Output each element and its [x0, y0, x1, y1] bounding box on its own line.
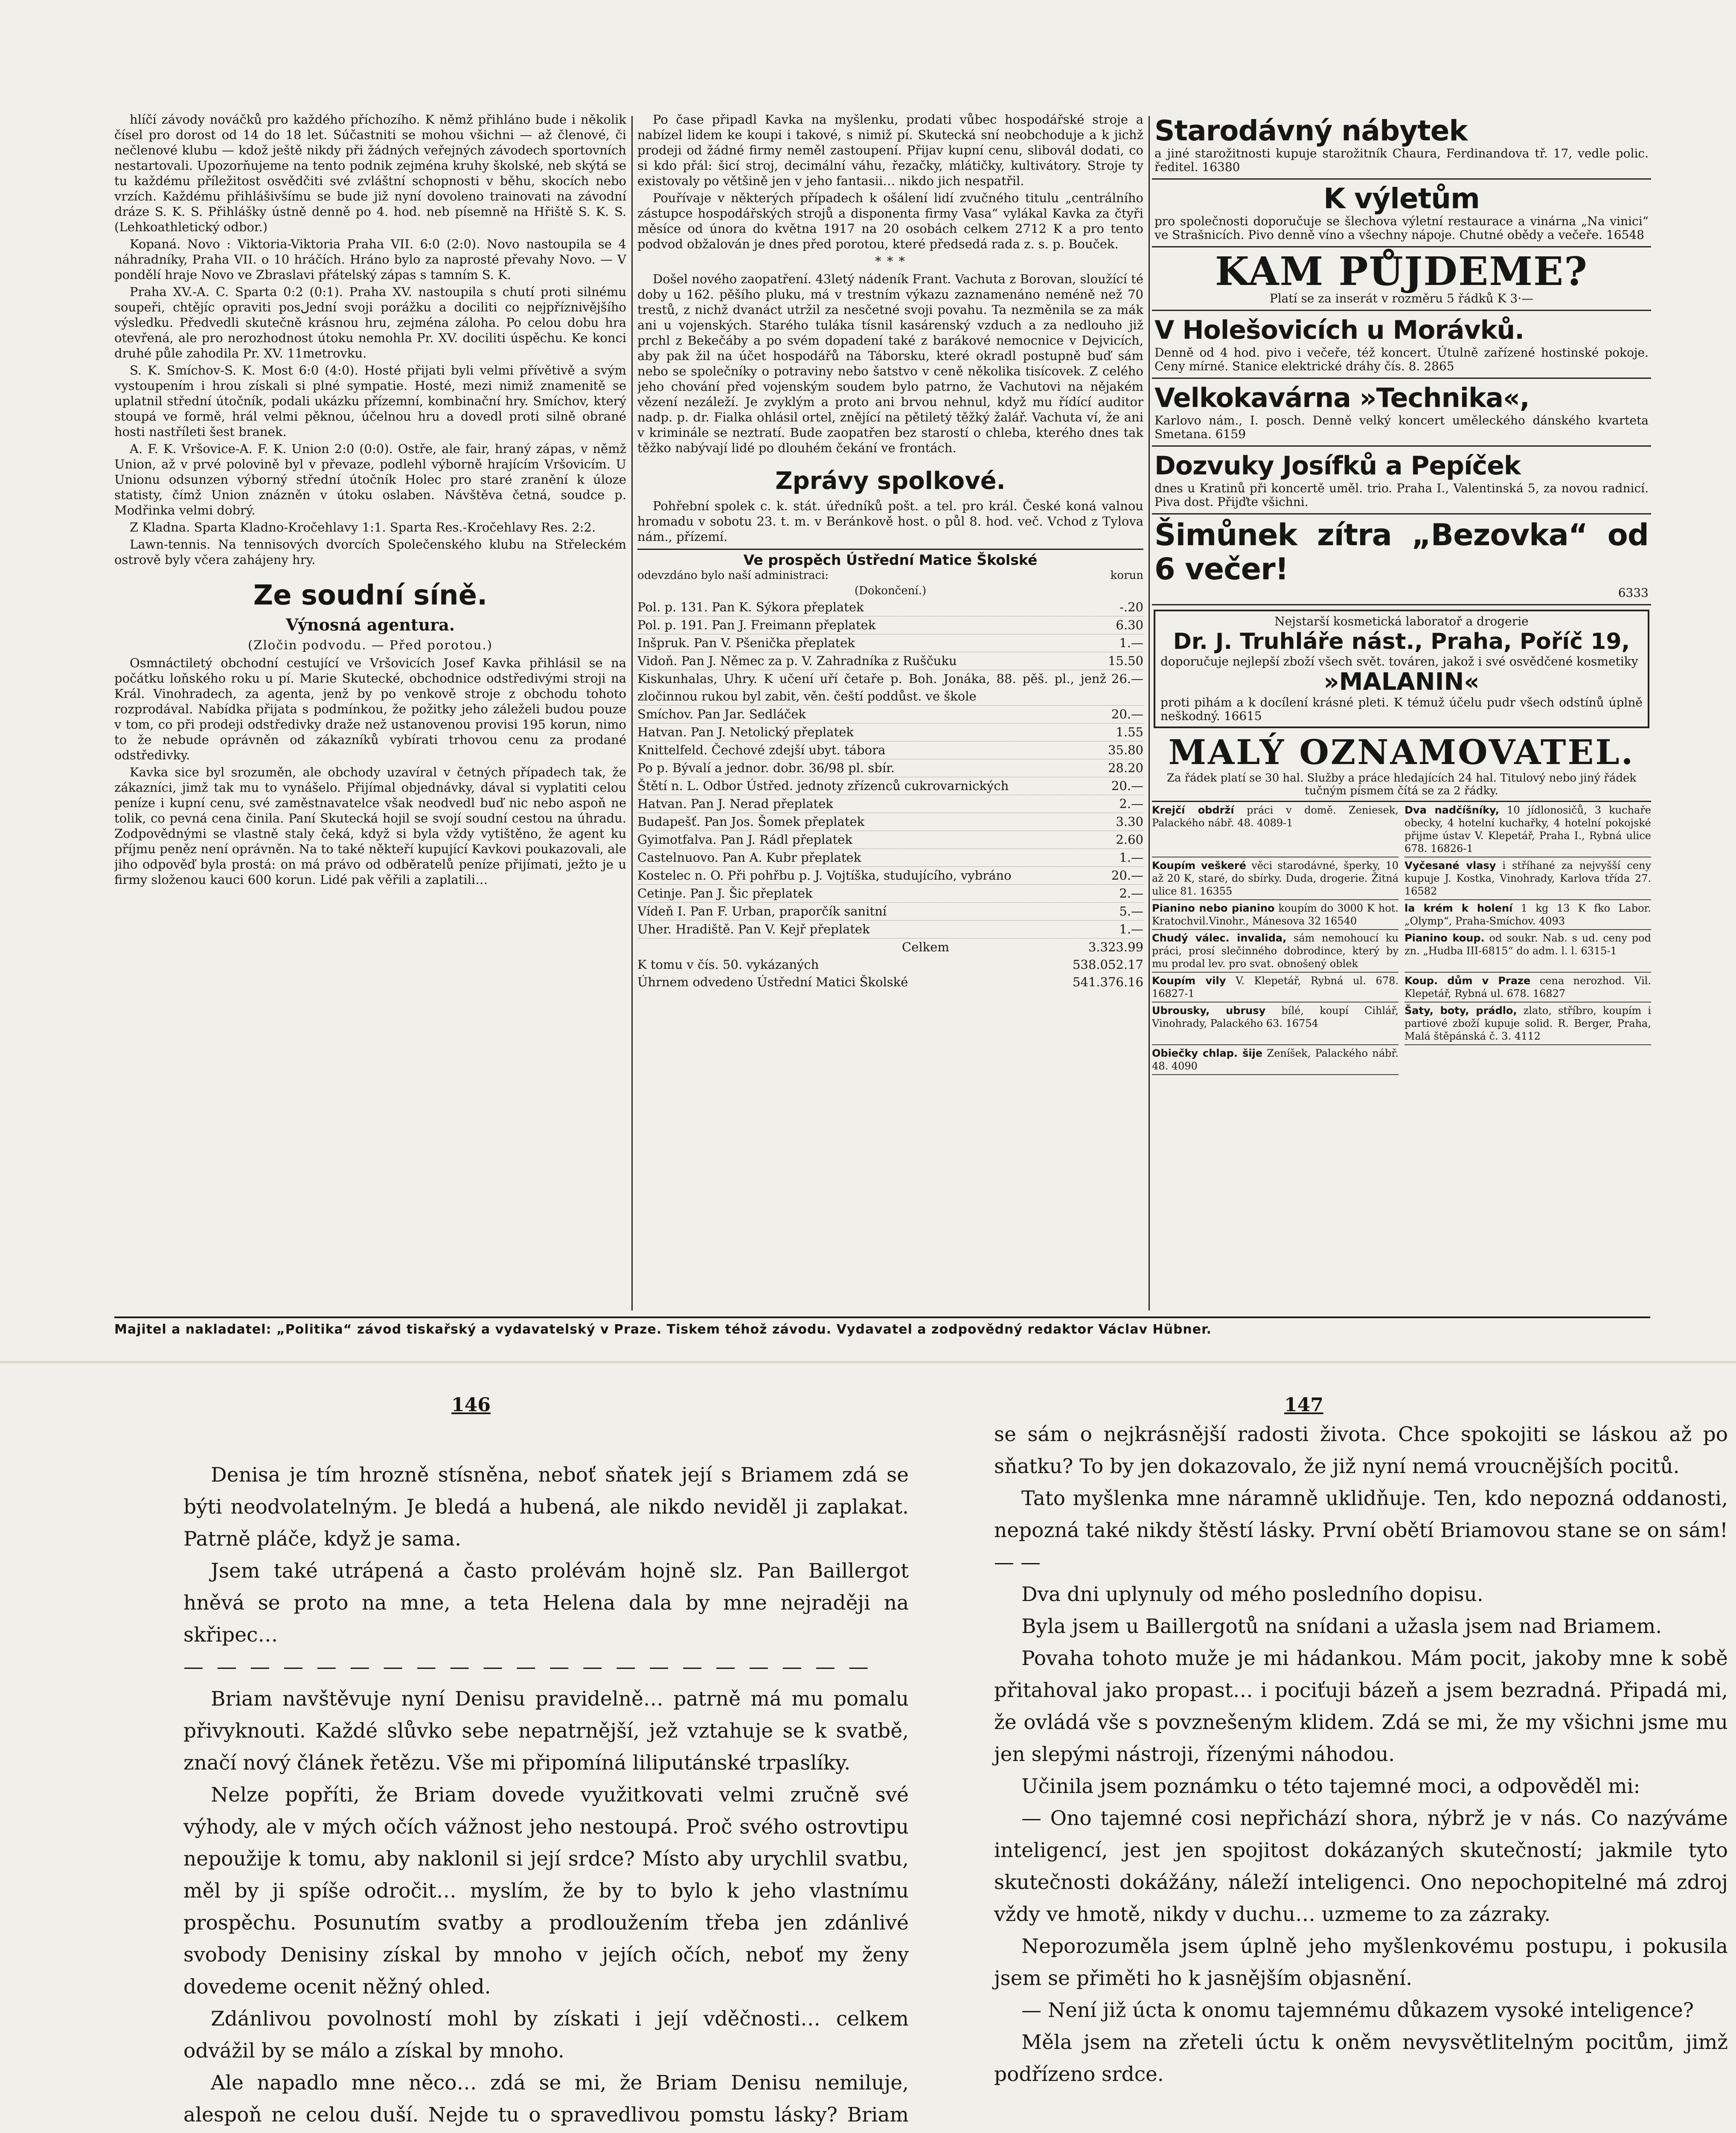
ad-title: Dozvuky Josífků a Pepíček: [1154, 451, 1521, 481]
donation-text: Smíchov. Pan Jar. Sedláček: [637, 707, 806, 721]
donation-amount: 2.—: [1119, 886, 1143, 901]
classified-text: cena nerozhod. Vil. Klepetář, Rybná ul. 678. 16827: [1405, 975, 1651, 1000]
donation-text: Vídeň I. Pan F. Urban, praporčík sanitní: [637, 904, 887, 918]
classified-ad: [1152, 857, 1399, 900]
novel-paragraph: — Ono tajemné cosi nepřichází shora, nýbrž je v nás. Co nazýváme inteligencí, jest jen spojitost dokázaných skutečností; jakmile tyto skutečnosti dokážány, náleží inteligenci. Ono nepochopitelné má zdroj vždy ve hmotě, nikdy v duchu… uzmeme to za zázraky.: [994, 1807, 1728, 1926]
classified-ad: [1405, 802, 1651, 857]
classified-label: Chudý válec. invalida,: [1152, 932, 1287, 944]
donation-row: [637, 706, 1143, 724]
donation-amount: 20.—: [1111, 868, 1143, 883]
novel-paragraph: Ale napadlo mne něco… zdá se mi, že Briam Denisu nemiluje, alespoň ne celou duší. Nejde tu o spravedlivou pomstu lásky? Briam: [183, 2071, 909, 2127]
donation-text: Vidoň. Pan J. Němec za p. V. Zahradníka z Ruščuku: [637, 654, 957, 668]
classified-label: la krém k holení: [1405, 902, 1513, 914]
donation-text: Kostelec n. O. Při pohřbu p. J. Vojtíška, studujícího, vybráno: [637, 868, 1012, 883]
sports-paragraph: hlíčí závody nováčků pro každého příchozího. K němž přihláno bude i několik čísel pro dorost od 14 do 18 let. Súčastniti se mohou všichni — až členové, či nečlenové klubu — kdož ještě nikdy při žádných veřejných závodech sportovních nestartovali. Upozorňujeme na tento podnik zejména kruhy školské, neb skýtá se tu každému příležitost osvědčiti své zvláštní schopnosti v běhu, skocích nebo vrzích. Každému přihlášivšímu se bude již nyní dovoleno trainovati na závodní dráze S. K. S. Přihlášky ústně denně po 4. hod. neb písemně na Hřiště S. K. S. (Lehkoathletický odbor.): [114, 112, 626, 234]
classified-label: Obiečky chlap. šije: [1152, 1047, 1263, 1059]
small-ads-grid: [1152, 802, 1651, 1075]
donation-text: Uher. Hradiště. Pan V. Kejř přeplatek: [637, 922, 870, 936]
donation-text: Kiskunhalas, Uhry. K učení uří četaře p. Boh. Jonáka, 88. pěš. pl., jenž zločinnou rukou byl zabit, věn. čeští poddůst. ve škole: [637, 671, 1106, 703]
classified-text: 10 jídlonosičů, 3 kuchaře obecky, 4 hotelní kuchařky, 4 hotelní pokojské přijme ústav V. Klepetář, Praha I., Rybná ulice 678. 16826-1: [1405, 804, 1651, 854]
classified-ad: [1405, 1003, 1651, 1045]
novel-paragraph: se sám o nejkrásnější radosti života. Chce spokojiti se láskou až po sňatku? To by jen dokazovalo, že již nyní nemá vroucnějších pocitů.: [994, 1423, 1728, 1478]
ad-body: 6333: [1618, 586, 1649, 600]
ad-dozvuky: [1152, 447, 1651, 514]
donation-row: [637, 849, 1143, 867]
novel-paragraph: Učinila jsem poznámku o této tajemné moci, a odpověděl mi:: [1021, 1775, 1640, 1798]
classified-text: Zeníšek, Palackého nábř. 48. 4090: [1152, 1047, 1399, 1072]
donation-row: [637, 652, 1143, 670]
classified-ad: [1152, 900, 1399, 930]
cosmetic-product: »MALANIN«: [1323, 668, 1480, 696]
classified-label: Dva nadčíšníky,: [1405, 804, 1499, 816]
donation-row: [637, 759, 1143, 777]
classified-text: sám nemohoucí ku práci, prosí slečinného dobrodince, který by mu prodal lev. pro svat. obnošený oblek: [1152, 932, 1399, 970]
classified-label: Koupím vily: [1152, 975, 1226, 987]
sports-paragraph: S. K. Smíchov-S. K. Most 6:0 (4:0). Hosté přijati byli velmi přívětivě a svým vystoupením i hrou získali si plné sympatie. Hosté, mezi nimiž znamenitě se uplatnil střední útočník, podali ukázku přízemní, kombinační hry. Smíchov, který stoupá ve formě, hrál velmi pěknou, účelnou hru a dovedl proti silně obrané hosti nastříleti šest branek.: [114, 363, 626, 439]
sports-paragraph: Praha XV.-A. C. Sparta 0:2 (0:1). Praha XV. nastoupila s chutí proti silnému soupeři, chtějíc opraviti posلední svoji porážku a dociliti co nejpříznivějšího výsledku. Předvedli skutečně krásnou hru, zejména záloha. Po celou dobu hra otevřená, ale pro nerozhodnost útoku nemohla Pr. XV. dociliti úspěchu. Ke konci druhé půle zahodila Pr. XV. 11metrovku.: [114, 285, 626, 360]
donation-text: Budapešť. Pan Jos. Šomek přeplatek: [637, 814, 865, 829]
classified-ad: [1152, 1045, 1399, 1075]
ad-title: V Holešovicích u Morávků.: [1154, 315, 1524, 345]
court-paragraph: Došel nového zaopatření. 43letý nádeník Frant. Vachuta z Borovan, sloužící té doby u 162. pěšího pluku, má v trestním výkazu zaznamenáno neméně než 70 trestů, z nichž dvanáct utržil za nesčetné svoji povahu. Ta nezměnila se za mák ani u vojenských. Starého tuláka tísnil kasárenský vzduch a za nedlouho již prchl z Bekečáby a po svém dopadení také z barákové nemocnice v Dejvicích, aby pak žil na účet hospodářů na Táborsku, které okradl postupně buď sám nebo se společníky o potraviny nebo šatstvo v ceně několika tisícovek. Z celého jeho chování před vojenským soudem bylo patrno, že Vachutovi na nějakém vězení nezáleží. Je zvyklým a proto ani brvou nehnul, když mu řídící auditor nadp. p. dr. Fialka ohlásil ortel, znějící na pětiletý těžký žalář. Vachuta ví, že ani v kriminále se neztratí. Bude zaopatřen bez starostí o chleba, kterého dnes tak těžko nabývají lidé po dlouhém čekání ve frontách.: [637, 272, 1143, 455]
novel-paragraph: Tato myšlenka mne náramně uklidňuje. Ten, kdo nepozná oddanosti, nepozná také nikdy štěstí lásky. První obětí Briamovou stane se on sám! — —: [994, 1487, 1728, 1574]
donations-prev: 538.052.17: [1072, 957, 1143, 972]
ad-simunek: [1152, 514, 1651, 605]
donations-grand-row: [637, 974, 1143, 991]
classified-text: zlato, stříbro, koupím i partiové zboží kupuje solid. R. Berger, Praha, Malá štěpánská č. 3. 4112: [1405, 1005, 1651, 1042]
novel-paragraph: — Není již úcta k onomu tajemnému důkazem vysoké inteligence?: [1021, 1999, 1694, 2022]
donation-row: [637, 724, 1143, 741]
novel-paragraph: Jsem také utrápená a často prolévám hojně slz. Pan Baillergot hněvá se proto na mne, a teta Helena dala by mne nejraději na skřipec…: [183, 1559, 909, 1647]
ad-body: Karlovo nám., I. posch. Denně velký koncert uměleckého dánského kvarteta Smetana. 6159: [1154, 413, 1649, 441]
donation-amount: 20.—: [1111, 779, 1143, 793]
court-heading: Ze soudní síně.: [253, 580, 488, 611]
classified-ad: [1152, 930, 1399, 973]
court-paragraph: Kavka sice byl srozuměn, ale obchody uzavíral v četných případech tak, že zákazníci, jimž tak mu to vynášelo. Přijímal objednávky, dával si vyplatiti celou peníze i kupní cenu, své zaměstnavatelce však neodvedl buď nic nebo aspoň ne tolik, co pevná cena činila. Paní Skutecká hojil se svojí soudní cestou na úhradu. Zodpovědnými se vlastně staly čeká, když si byla vždy vytištěno, že agent ku příjmu peněz není oprávněn. Na to také někteří kupující Kavkovi poukazovali, ale jiho odpověď byla prostá: on má právo od odběratelů peníze přijímati, ježto je u firmy složenou kauci 600 korun. Lidé pak věřili a zaplatili…: [114, 765, 626, 887]
small-ads: [1152, 732, 1651, 1075]
ad-title: Starodávný nábytek: [1154, 114, 1468, 147]
donation-row: [637, 903, 1143, 921]
donation-text: Knittelfeld. Čechové zdejší ubyt. tábora: [637, 743, 886, 757]
small-ads-sub: Za řádek platí se 30 hal. Služby a práce hledajících 24 hal. Titulový nebo jiný řádek tučným písmem čítá se za 2 řádky.: [1152, 772, 1651, 802]
classified-text: koupím do 3000 K hot. Kratochvil.Vinohr., Mánesova 32 16540: [1152, 902, 1399, 927]
sports-paragraph: Z Kladna. Sparta Kladno-Kročehlavy 1:1. Sparta Res.-Kročehlavy Res. 2:2.: [130, 520, 596, 535]
ad-title: K výletům: [1323, 182, 1480, 215]
novel-paragraph: Briam navštěvuje nyní Denisu pravidelně… patrně má mu pomalu přivyknouti. Každé slůvko sebe nepatrnější, jež vztahuje se k svatbě, značí nový článek řetězu. Vše mi připomíná liliputánské trpaslíky.: [183, 1687, 909, 1775]
classified-ad: [1405, 900, 1651, 930]
donations-prev-label: K tomu v čís. 50. vykázaných: [637, 957, 819, 972]
novel-separator: — — — — — — — — — — — — — — — — — — — — —: [183, 1655, 872, 1679]
donation-row: [637, 867, 1143, 885]
ad-body: pro společnosti doporučuje se šlechova výletní restaurace a vinárna „Na vinici“ ve Strašnicích. Pivo denně víno a všechny nápoje. Chutné obědy a večeře. 16548: [1154, 214, 1649, 242]
left-page-number: 146: [451, 1394, 491, 1416]
classified-ad: [1405, 930, 1651, 973]
small-ads-heading: MALÝ OZNAMOVATEL.: [1168, 732, 1635, 772]
novel-paragraph: Zdánlivou povolností mohl by získati i její vděčnosti… celkem odvážil by se málo a získal by mnoho.: [183, 2007, 909, 2063]
column-ads: [1152, 112, 1651, 1314]
donation-amount: 35.80: [1108, 743, 1143, 757]
ad-technika: [1152, 379, 1651, 447]
ad-title: Velkokavárna »Technika«,: [1154, 382, 1530, 413]
sports-paragraph: Kopaná. Novo : Viktoria-Viktoria Praha VII. 6:0 (2:0). Novo nastoupila se 4 náhradníky, Praha VII. o 10 hráčích. Hráno bylo za naprosté převahy Novo. — V pondělí hraje Novo ve Zbraslavi přátelský zápas s tamním S. K.: [114, 237, 626, 282]
novel-paragraph: Denisa je tím hrozně stísněna, neboť sňatek její s Briamem zdá se býti neodvolatelným. Je bledá a hubená, ale nikdo neviděl ji zaplakat. Patrně pláče, když je sama.: [183, 1463, 909, 1551]
novel-paragraph: Neporozuměla jsem úplně jeho myšlenkovému postupu, i pokusila jsem se přiměti ho k jasnějším objasnění.: [994, 1935, 1728, 1990]
cosmetic-line1: Nejstarší kosmetická laboratoř a drogerie: [1274, 614, 1529, 628]
ad-body: Platí se za inserát v rozměru 5 řádků K 3·—: [1269, 291, 1534, 305]
court-subtitle: (Zločin podvodu. — Před porotou.): [248, 638, 493, 652]
imprint-footer: Majitel a nakladatel: „Politika“ závod tiskařský a vydavatelský v Praze. Tiskem téhož závodu. Vydavatel a zodpovědný redaktor Václav Hübner.: [114, 1322, 1212, 1337]
novel-right-page: [994, 1418, 1728, 2133]
donation-amount: 6.30: [1116, 618, 1143, 632]
classified-label: Krejčí obdrží: [1152, 804, 1234, 816]
donation-row: [637, 885, 1143, 903]
right-page-number: 147: [1284, 1394, 1323, 1416]
donations-list: [637, 549, 1143, 991]
donation-text: Po p. Bývalí a jednor. dobr. 36/98 pl. sbír.: [637, 761, 895, 775]
novel-paragraph: Povaha tohoto muže je mi hádankou. Mám pocit, jakoby mne k sobě přitahoval jako propast… i pociťuji bázeň a jsem bezradná. Připadá mi, že ovládá vše s povznešeným klidem. Zdá se mi, že my všichni jsme mu jen slepými nástroji, řízenými náhodou.: [994, 1647, 1728, 1766]
ad-holesovice: [1152, 311, 1651, 379]
associations-heading: Zprávy spolkové.: [775, 467, 1006, 495]
ad-title: Šimůnek zítra „Bezovka“ od 6 večer!: [1154, 517, 1649, 587]
sports-paragraph: A. F. K. Vršovice-A. F. K. Union 2:0 (0:0). Ostře, ale fair, hraný zápas, v němž Union, až v prvé polovině byl v převaze, podlehl výborně hrajícím Vršovicím. U Unionu odsunzen výborný střední útočník Holec pro staré zranění k úloze statisty, čímž Union znázněn v útoku oslaben. Návštěva četná, soudce p. Modřinka velmi dobrý.: [114, 442, 626, 517]
donation-row: [637, 831, 1143, 849]
donation-amount: 2.60: [1116, 832, 1143, 847]
donation-row: [637, 599, 1143, 616]
column-sports-court: [114, 112, 626, 1314]
classified-label: Koup. dům v Praze: [1405, 975, 1531, 987]
donations-prev-row: [637, 956, 1143, 974]
donation-row: [637, 777, 1143, 795]
novel-paragraph: Dva dni uplynuly od mého posledního dopisu.: [1021, 1583, 1483, 1606]
donation-row: [637, 634, 1143, 652]
donation-row: [637, 795, 1143, 813]
donations-total-label: Celkem: [902, 940, 949, 954]
donation-text: Gyimotfalva. Pan J. Rádl přeplatek: [637, 832, 853, 847]
ad-body: a jiné starožitnosti kupuje starožitník Chaura, Ferdinandova tř. 17, vedle polic. ředitel. 16380: [1154, 146, 1649, 174]
cosmetic-line2: doporučuje nejlepší zboží všech svět. továren, jakož i své osvědčené kosmetiky: [1160, 654, 1638, 668]
classified-ad: [1405, 857, 1651, 900]
donations-total-row: [637, 939, 1143, 956]
classified-label: Vyčesané vlasy: [1405, 860, 1496, 872]
donations-sub-right: korun: [1110, 569, 1143, 582]
classified-text: i stříhané za nejvyšší ceny kupuje J. Kostka, Vinohrady, Karlova třída 27. 16582: [1405, 860, 1651, 897]
donation-row: [637, 616, 1143, 634]
donations-rows: [637, 599, 1143, 939]
donations-continued: (Dokončení.): [854, 584, 927, 597]
classified-label: Koupím veškeré: [1152, 860, 1247, 872]
court-paragraph: Pouřívaje v některých případech k ošálení lidí zvučného titulu „centrálního zástupce hospodářských strojů a disponenta firmy Vasa“ vylákal Kavka za čtyři měsíce od února do května 1917 na 20 osobách celkem 2712 K a pro tento podvod obžalován je dnes před porotou, které předsedá rada z. s. p. Bouček.: [637, 191, 1143, 251]
court-title: Výnosná agentura.: [286, 615, 455, 634]
donation-amount: -.20: [1120, 600, 1143, 614]
donation-row: [637, 670, 1143, 706]
donation-amount: 20.—: [1111, 707, 1143, 721]
donation-amount: 28.20: [1108, 761, 1143, 775]
classified-ad: [1152, 973, 1399, 1003]
donation-row: [637, 921, 1143, 939]
ad-cosmetic: [1154, 610, 1649, 728]
donation-amount: 1.—: [1119, 922, 1143, 936]
column-court-donations: [637, 112, 1143, 1314]
classified-ad: [1405, 973, 1651, 1003]
donation-amount: 1.55: [1116, 725, 1143, 739]
novel-paragraph: Byla jsem u Baillergotů na snídani a užasla jsem nad Briamem.: [1021, 1615, 1662, 1638]
classified-label: Ubrousky, ubrusy: [1152, 1005, 1266, 1017]
donation-text: Pol. p. 131. Pan K. Sýkora přeplatek: [637, 600, 864, 614]
donation-text: Štětí n. L. Odbor Ústřed. jednoty zřízenců cukrovarnických: [637, 779, 1009, 793]
donation-amount: 26.—: [1111, 671, 1143, 686]
donation-text: Hatvan. Pan J. Nerad přeplatek: [637, 796, 833, 811]
column-rule: [631, 116, 633, 1311]
donations-title: Ve prospěch Ústřední Matice Školské: [743, 552, 1038, 568]
donation-amount: 3.30: [1116, 814, 1143, 829]
column-rule: [1149, 116, 1150, 1311]
donation-amount: 15.50: [1108, 654, 1143, 668]
classified-text: bílé, koupí Cihlář, Vinohrady, Palackého 63. 16754: [1152, 1005, 1399, 1029]
classified-text: věci starodávné, šperky, 10 až 20 K, staré, do sbírky. Duda, drogerie. Žitná ulice 81. 16355: [1152, 860, 1399, 897]
donation-text: Inšpruk. Pan V. Pšenička přeplatek: [637, 636, 855, 650]
donation-text: Cetinje. Pan J. Šic přeplatek: [637, 886, 813, 901]
cosmetic-line3: proti pihám a k docílení krásné pleti. K témuž účelu pudr všech odstínů úplně neškodný. 16615: [1160, 695, 1643, 723]
classified-text: od soukr. Nab. s ud. ceny pod zn. „Hudba III-6815“ do adm. l. l. 6315-1: [1405, 932, 1651, 957]
ad-k-vyletum: [1152, 180, 1651, 247]
donations-sub-left: odevzdáno bylo naší administraci:: [637, 569, 829, 582]
donation-amount: 5.—: [1119, 904, 1143, 918]
classified-label: Šaty, boty, prádlo,: [1405, 1005, 1517, 1017]
novel-paragraph: Měla jsem na zřeteli úctu k oněm nevysvětlitelným pocitům, jimž podřízeno srdce.: [994, 2031, 1728, 2086]
donation-text: Pol. p. 191. Pan J. Freimann přeplatek: [637, 618, 876, 632]
court-paragraph: Osmnáctiletý obchodní cestující ve Vršovicích Josef Kavka přihlásil se na počátku loňského roku u pí. Marie Skutecké, obchodnice odstředivými stroji na Král. Vinohradech, za agenta, jenž by po venkově stroje z obchodu tohoto rozprodával. Nabídka přijata s podmínkou, že požitky jeho záleželi budou pouze v tom, co při prodeji odstředivky draže než ustanovenou provisi 195 korun, nimo to že nebude oprávněn od zákazníků vybírati trhovou cenu za prodané odstředivky.: [114, 656, 626, 762]
donation-text: Castelnuovo. Pan A. Kubr přeplatek: [637, 850, 861, 865]
donation-row: [637, 741, 1143, 759]
classified-label: Pianino nebo pianino: [1152, 902, 1275, 914]
sports-paragraph: Lawn-tennis. Na tennisových dvorcích Společenského klubu na Střeleckém ostrově byly včera zahájeny hry.: [114, 537, 626, 567]
donation-amount: 2.—: [1119, 796, 1143, 811]
novel-left-page: [183, 1459, 909, 2133]
ad-starodavny-nabytek: [1152, 112, 1651, 180]
donation-row: [637, 813, 1143, 831]
donations-total: 3.323.99: [1088, 940, 1143, 954]
classified-text: práci v domě. Zeniesek, Palackého nábř. 48. 4089-1: [1152, 804, 1399, 829]
classified-text: V. Klepetář, Rybná ul. 678. 16827-1: [1152, 975, 1399, 1000]
classified-ad: [1152, 1003, 1399, 1045]
court-paragraph: Po čase připadl Kavka na myšlenku, prodati vůbec hospodářské stroje a nabízel lidem ke koupi i takové, s nimiž pí. Skutecká sní neobchoduje a k jichž prodeji od žádné firmy neměl zastoupení. Přijav kupní cenu, slibovál dodati, co si kdo přál: šicí stroj, decimální váhu, řezačky, mlátičky, kultivátory. Stroje ty existovaly po většině jen v jeho fantasii… nikdo jich nespatřil.: [637, 112, 1143, 188]
ad-kam-pujdeme: [1152, 247, 1651, 311]
donations-grand-label: Úhrnem odvedeno Ústřední Matici Školské: [637, 975, 908, 989]
ad-body: dnes u Kratinů při koncertě uměl. trio. Praha I., Valentinská 5, za novou radnicí. Piva dost. Přijďte všichni.: [1154, 481, 1649, 509]
footer-rule: [114, 1316, 1650, 1318]
classified-ad: [1152, 802, 1399, 857]
donations-subheader: [637, 568, 1143, 583]
classified-text: 1 kg 13 K fko Labor. „Olymp“, Praha-Smíchov. 4093: [1405, 902, 1651, 927]
ad-body: Denně od 4 hod. pivo i večeře, též koncert. Útulně zařízené hostinské pokoje. Ceny mírné. Stanice elektrické dráhy čís. 8. 2865: [1154, 346, 1649, 373]
ad-title: KAM PŮJDEME?: [1215, 248, 1588, 294]
classified-label: Pianino koup.: [1405, 932, 1485, 944]
associations-text: Pohřební spolek c. k. stát. úředníků pošt. a tel. pro král. České koná valnou hromadu v sobotu 23. t. m. v Beránkově host. o půl 8. hod. več. Vchod z Tylova nám., přízemí.: [637, 499, 1143, 544]
donation-text: Hatvan. Pan J. Netolický přeplatek: [637, 725, 854, 739]
scan-strip: [0, 1361, 1736, 1363]
donations-grand: 541.376.16: [1072, 975, 1143, 989]
donation-amount: 1.—: [1119, 636, 1143, 650]
section-stars: * * *: [875, 254, 906, 268]
novel-paragraph: Nelze popříti, že Briam dovede využitkovati velmi zručně své výhody, ale v mých očích vážnost jeho nestoupá. Proč svého ostrovtipu nepoužije k tomu, aby naklonil si její srdce? Místo aby urychlil svatbu, měl by ji spíše odročit… myslím, že by to bylo k jeho vlastnímu prospěchu. Posunutím svatby a prodloužením třeba jen zdánlivé svobody Denisiny získal by mnoho v jejích očích, neboť my ženy dovedeme ocenit něžný ohled.: [183, 1783, 909, 1999]
donation-amount: 1.—: [1119, 850, 1143, 865]
cosmetic-name: Dr. J. Truhláře nást., Praha, Poříč 19,: [1173, 629, 1630, 654]
